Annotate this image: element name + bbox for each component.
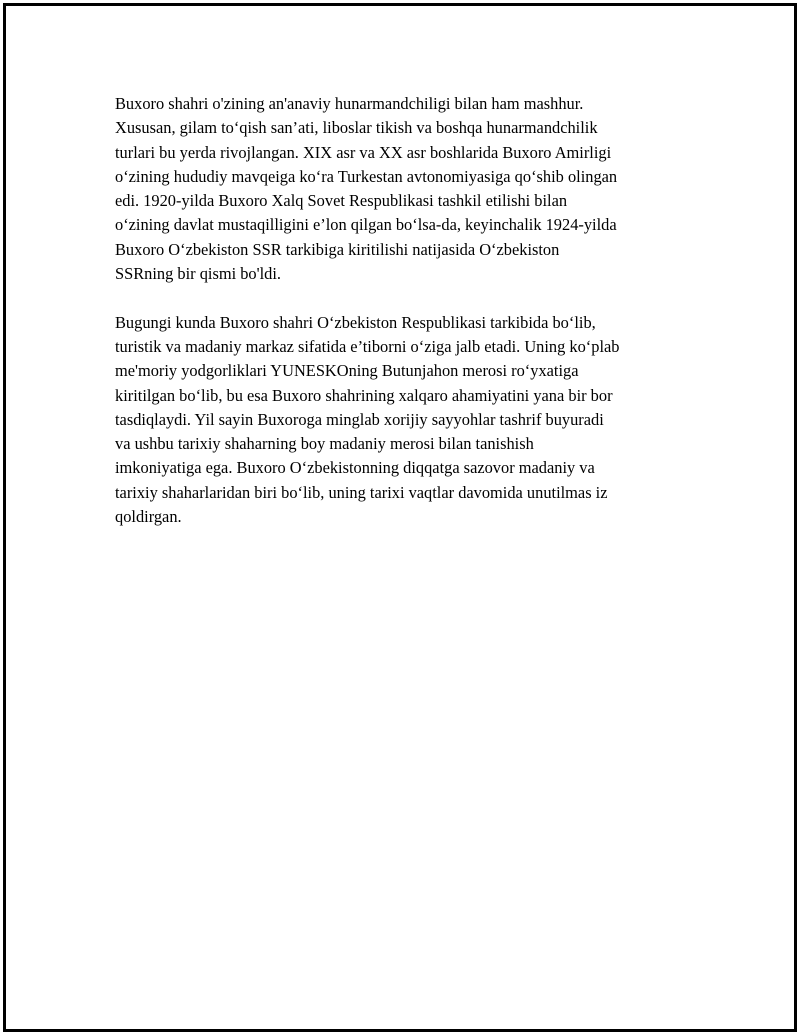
text-line: va ushbu tarixiy shaharning boy madaniy merosi bilan tanishish (115, 434, 534, 454)
text-line: turlari bu yerda rivojlangan. XIX asr va XX asr boshlarida Buxoro Amirligi (115, 142, 612, 162)
text-line: Bugungi kunda Buxoro shahri O‘zbekiston Respublikasi tarkibida bo‘lib, (115, 312, 596, 332)
text-line: me'moriy yodgorliklari YUNESKOning Butunjahon merosi ro‘yxatiga (115, 361, 579, 381)
text-line: Buxoro O‘zbekiston SSR tarkibiga kiritilishi natijasida O‘zbekiston (115, 239, 560, 259)
text-line: Xususan, gilam to‘qish san’ati, liboslar tikish va boshqa hunarmandchilik (115, 118, 598, 138)
paragraph-history (115, 92, 690, 286)
text-line: kiritilgan bo‘lib, bu esa Buxoro shahrining xalqaro ahamiyatini yana bir bor (115, 385, 613, 405)
text-line: imkoniyatiga ega. Buxoro O‘zbekistonning diqqatga sazovor madaniy va (115, 458, 595, 478)
text-line: tarixiy shaharlaridan biri bo‘lib, uning tarixi vaqtlar davomida unutilmas iz (115, 482, 608, 502)
text-line: turistik va madaniy markaz sifatida e’tiborni o‘ziga jalb etadi. Uning ko‘plab (115, 336, 620, 356)
text-line: edi. 1920-yilda Buxoro Xalq Sovet Respublikasi tashkil etilishi bilan (115, 191, 568, 211)
text-line: qoldirgan. (115, 507, 182, 527)
text-line: SSRning bir qismi bo'ldi. (115, 264, 281, 284)
text-line: o‘zining hududiy mavqeiga ko‘ra Turkestan avtonomiyasiga qo‘shib olingan (115, 166, 618, 186)
text-line: o‘zining davlat mustaqilligini e’lon qilgan bo‘lsa-da, keyinchalik 1924-yilda (115, 215, 617, 235)
document-body (115, 92, 690, 529)
text-line: tasdiqlaydi. Yil sayin Buxoroga minglab xorijiy sayyohlar tashrif buyuradi (115, 409, 604, 429)
text-line: Buxoro shahri o'zining an'anaviy hunarmandchiligi bilan ham mashhur. (115, 94, 584, 113)
paragraph-today (115, 311, 690, 530)
